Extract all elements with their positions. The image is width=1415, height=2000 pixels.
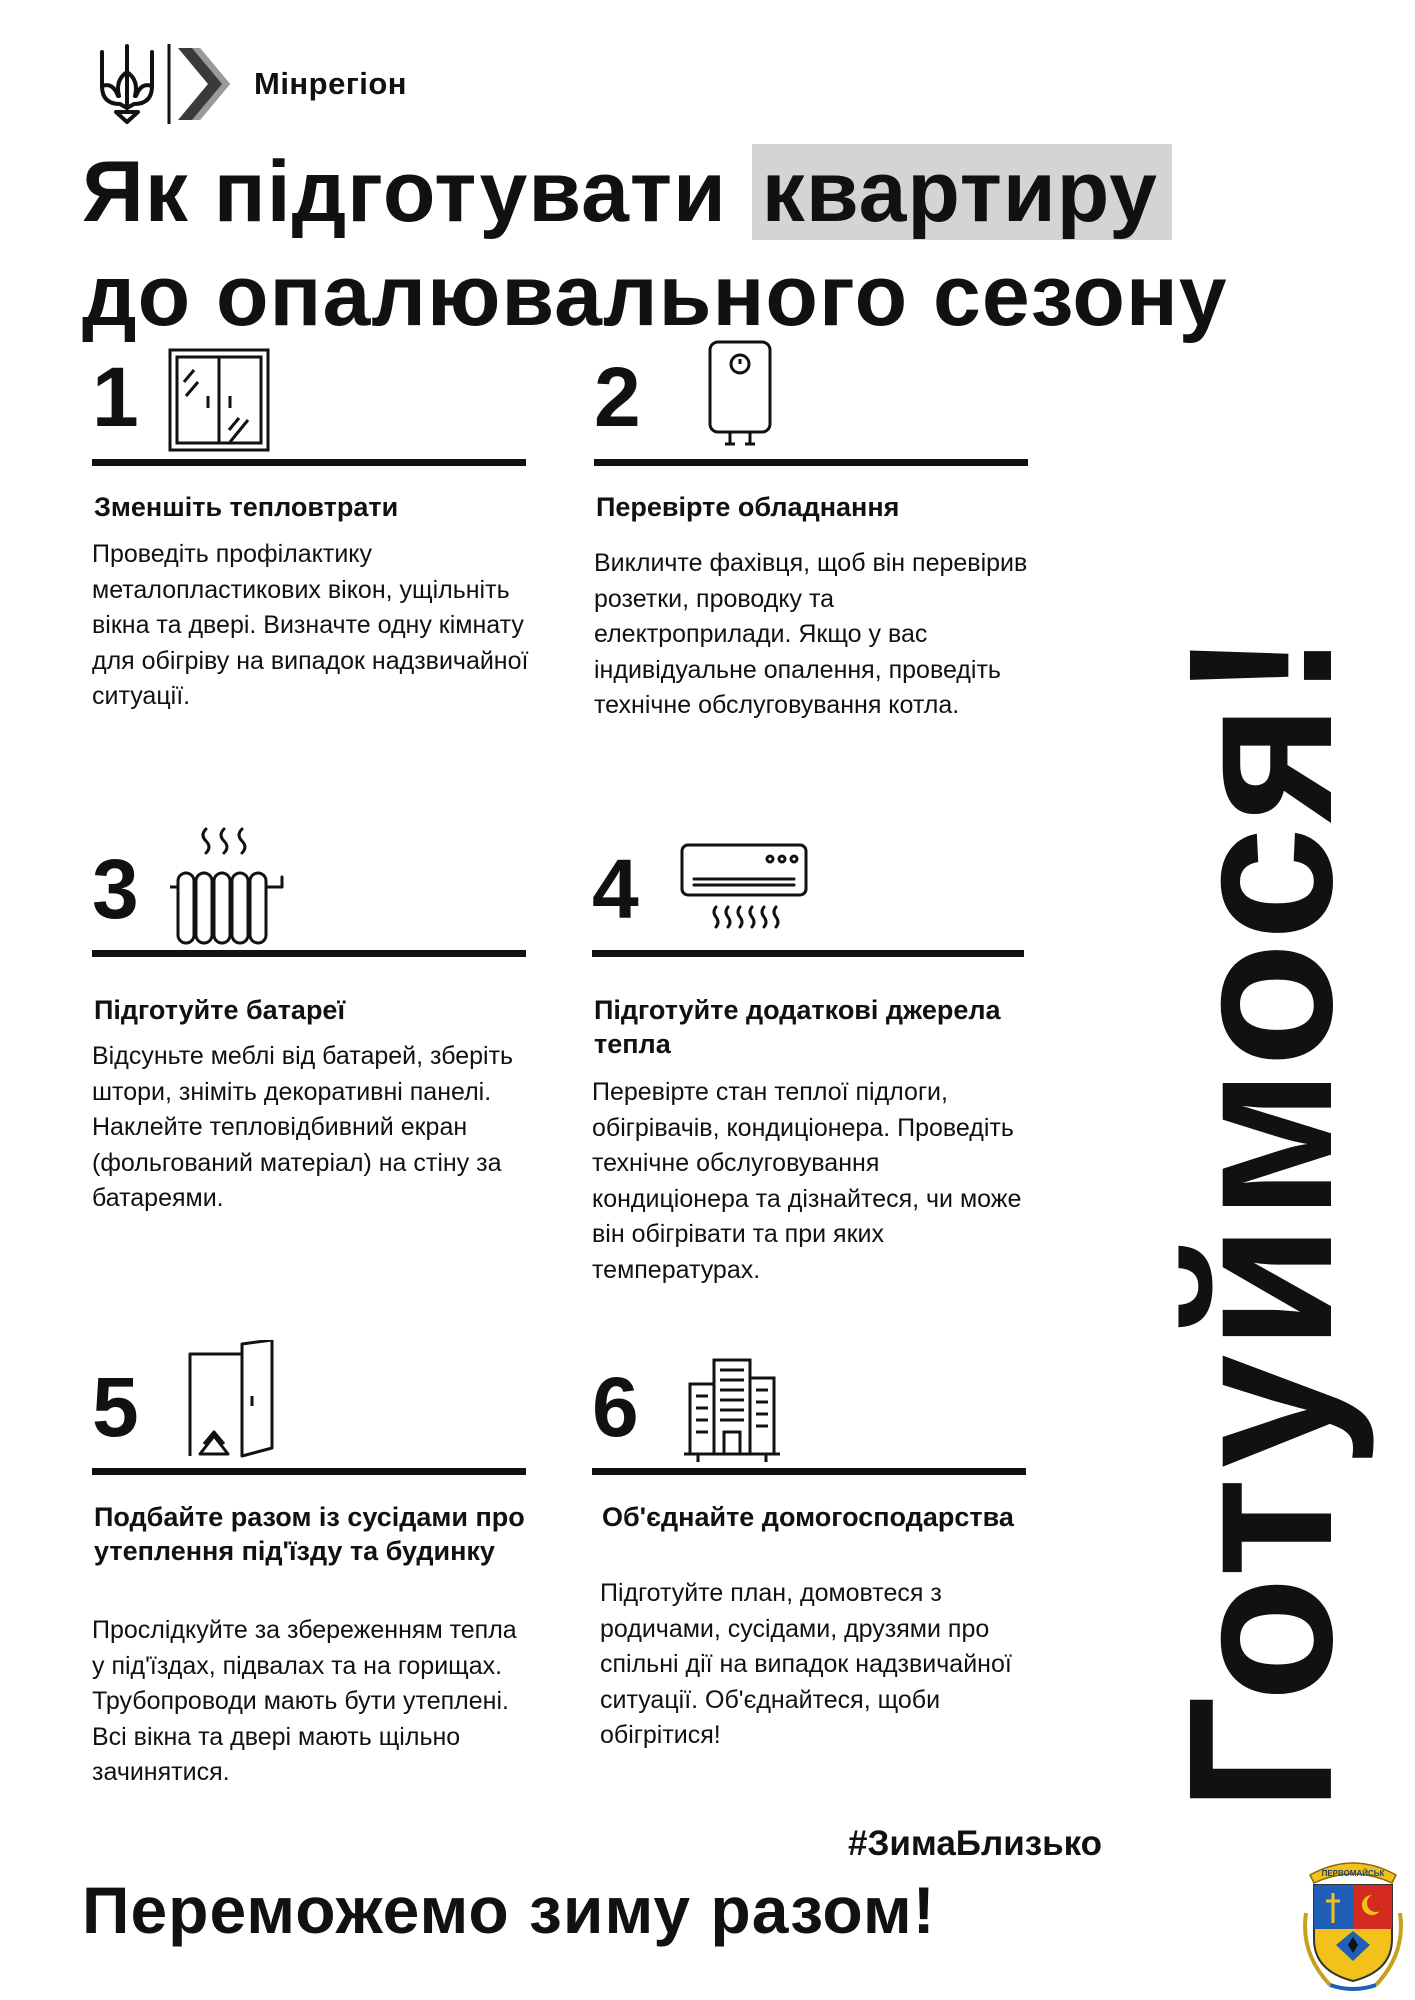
section-body: Перевірте стан теплої підлоги, обігрівачів, кондиціонера. Проведіть технічне обслуговування кондиціонера та дізнайтеся, чи може він обігрівати та при яких температурах. <box>592 1078 1022 1284</box>
section-number: 4 <box>592 842 639 936</box>
section-divider <box>592 1468 1026 1475</box>
title-highlight: квартиру <box>752 144 1172 240</box>
svg-text:ПЕРВОМАЙСЬК: ПЕРВОМАЙСЬК <box>1321 1869 1385 1878</box>
vertical-slogan: Готуймося! <box>1146 626 1375 1812</box>
section-body: Проведіть профілактику металопластикових вікон, ущільніть вікна та двері. Визначте одну кімнату для обігріву на випадок надзвичайної ситуації. <box>92 540 529 710</box>
window-icon <box>168 348 270 452</box>
section-body: Відсуньте меблі від батарей, зберіть штори, зніміть декоративні панелі. Наклейте тепловідбивний екран (фольгований матеріал) на стіну за батареями. <box>92 1042 514 1212</box>
section-body: Прослідкуйте за збереженням тепла у під'їздах, підвалах та на горищах. Трубопроводи мають бути утеплені. Всі вікна та двері мають щільно зачинятися. <box>92 1616 517 1786</box>
boiler-icon <box>706 340 774 448</box>
radiator-icon <box>170 825 294 947</box>
section-divider <box>92 459 526 466</box>
section-body: Підготуйте план, домовтеся з родичами, сусідами, друзями про спільні дії на випадок надзвичайної ситуації. Об'єднайтеся, щоби обігрітися! <box>600 1579 1012 1749</box>
org-name: Мінрегіон <box>254 66 408 101</box>
section-divider <box>92 1468 526 1475</box>
section-divider <box>594 459 1028 466</box>
section-number: 3 <box>92 842 139 936</box>
section-heading: Підготуйте батареї <box>94 995 346 1025</box>
ministry-logo <box>98 42 407 126</box>
section-heading: Об'єднайте домогосподарства <box>602 1502 1014 1532</box>
section-number: 6 <box>592 1360 639 1454</box>
section-number: 5 <box>92 1360 139 1454</box>
city-coat-of-arms-icon <box>1300 1853 1406 1993</box>
open-door-icon <box>186 1340 276 1458</box>
section-heading: Зменшіть тепловтрати <box>94 492 399 522</box>
page-title <box>82 140 1228 348</box>
buildings-icon <box>684 1356 780 1462</box>
section-heading: Перевірте обладнання <box>596 492 900 522</box>
trident-icon <box>98 42 156 126</box>
section-divider <box>92 950 526 957</box>
footer-slogan: Переможемо зиму разом! <box>82 1873 936 1947</box>
section-body: Викличте фахівця, щоб він перевірив розетки, проводку та електроприлади. Якщо у вас індивідуальне опалення, проведіть технічне обслуговування котла. <box>594 549 1028 719</box>
section-number: 2 <box>594 350 641 444</box>
chevron-right-icon <box>166 42 234 126</box>
section-heading: Підготуйте додаткові джерела тепла <box>594 995 1001 1059</box>
section-number: 1 <box>92 350 139 444</box>
title-line2: до опалювального сезону <box>82 248 1228 344</box>
air-conditioner-icon <box>680 843 808 933</box>
hashtag: #ЗимаБлизько <box>848 1824 1103 1863</box>
title-line1: Як підготувати <box>82 144 727 240</box>
section-divider <box>592 950 1024 957</box>
section-heading: Подбайте разом із сусідами про утеплення під'їзду та будинку <box>94 1502 525 1566</box>
